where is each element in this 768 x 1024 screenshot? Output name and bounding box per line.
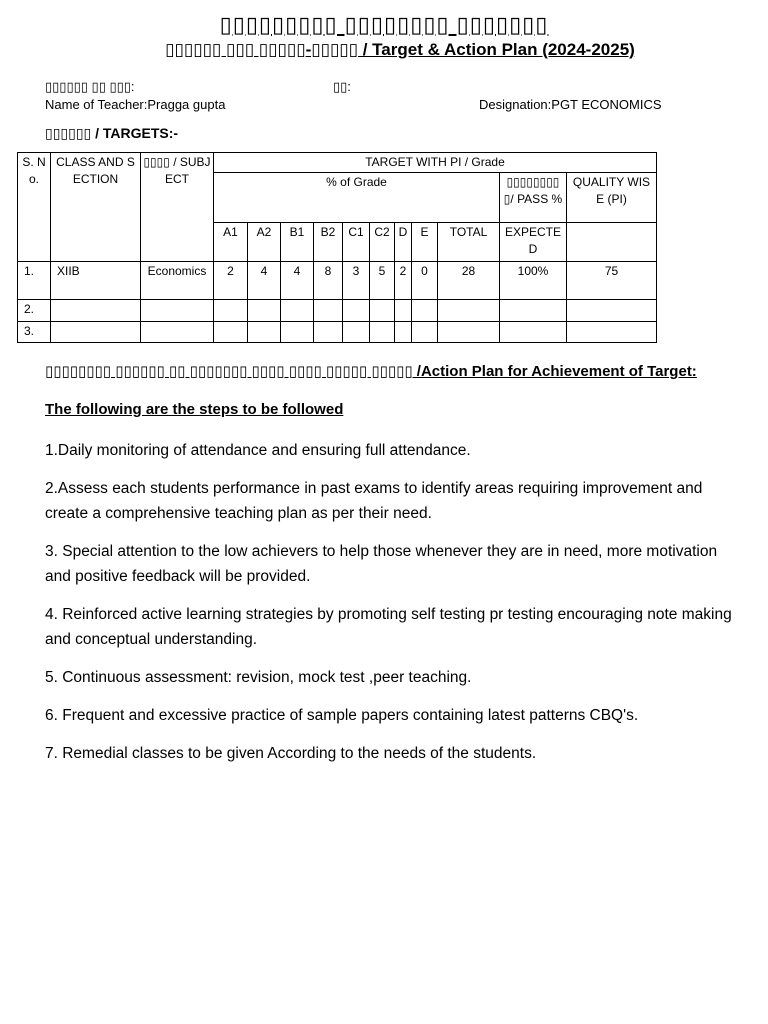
cell-grade-d: 2	[395, 262, 412, 300]
cell-grade-c1: 3	[343, 262, 370, 300]
header-class-section: CLASS AND SECTION	[51, 153, 141, 262]
cell-grade-e	[412, 322, 438, 343]
page-subtitle: ▯▯▯▯▯▯ ▯▯▯ ▯▯▯▯▯-▯▯▯▯▯ / Target & Action Plan (2024-2025)	[165, 40, 635, 59]
header-quality-blank	[567, 223, 657, 262]
targets-heading: ▯▯▯▯▯▯ / TARGETS:-	[45, 125, 179, 141]
cell-quality: 75	[567, 262, 657, 300]
cell-subject	[141, 300, 214, 322]
targets-table	[17, 152, 657, 343]
list-item: 6. Frequent and excessive practice of sample papers containing latest patterns CBQ's.	[45, 707, 639, 724]
header-pass: ▯▯▯▯▯▯▯▯▯/ PASS %	[500, 173, 567, 223]
cell-quality	[567, 322, 657, 343]
header-grade-total: TOTAL	[438, 223, 500, 262]
header-grade-group: % of Grade	[214, 173, 500, 223]
cell-grade-e	[412, 300, 438, 322]
cell-grade-c2: 5	[370, 262, 395, 300]
header-grade-b2: B2	[314, 223, 343, 262]
teacher-name: Name of Teacher:Pragga gupta	[45, 97, 226, 112]
teacher-name-label-hindi: ▯▯▯▯▯▯ ▯▯ ▯▯▯:	[45, 79, 135, 94]
table-row	[18, 300, 657, 322]
header-target-group: TARGET WITH PI / Grade	[214, 153, 657, 173]
steps-list	[45, 438, 745, 779]
cell-grade-c2	[370, 300, 395, 322]
cell-grade-b2	[314, 322, 343, 343]
cell-grade-a2	[248, 300, 281, 322]
list-item: 2.Assess each students performance in past exams to identify areas requiring improvement and create a comprehensive teaching plan as per their need.	[45, 480, 703, 522]
cell-grade-b1	[281, 300, 314, 322]
cell-pass	[500, 300, 567, 322]
cell-grade-c1	[343, 322, 370, 343]
cell-class	[51, 322, 141, 343]
cell-grade-c1	[343, 300, 370, 322]
cell-grade-d	[395, 322, 412, 343]
cell-grade-b1: 4	[281, 262, 314, 300]
cell-grade-a1	[214, 300, 248, 322]
header-expected: EXPECTED	[500, 223, 567, 262]
list-item: 1.Daily monitoring of attendance and ensuring full attendance.	[45, 442, 471, 459]
header-grade-a1: A1	[214, 223, 248, 262]
cell-grade-b1	[281, 322, 314, 343]
header-grade-b1: B1	[281, 223, 314, 262]
header-subject: ▯▯▯▯ / SUBJECT	[141, 153, 214, 262]
cell-grade-e: 0	[412, 262, 438, 300]
cell-grade-b2: 8	[314, 262, 343, 300]
cell-grade-a2	[248, 322, 281, 343]
cell-sno: 1.	[18, 262, 51, 300]
header-grade-a2: A2	[248, 223, 281, 262]
header-quality: QUALITY WISE (PI)	[567, 173, 657, 223]
cell-grade-total: 28	[438, 262, 500, 300]
list-item: 5. Continuous assessment: revision, mock test ,peer teaching.	[45, 669, 472, 686]
action-plan-heading: ▯▯▯▯▯▯▯▯ ▯▯▯▯▯▯ ▯▯ ▯▯▯▯▯▯▯ ▯▯▯▯ ▯▯▯▯ ▯▯▯▯▯ ▯▯▯▯▯ /Action Plan for Achievement of Target:	[45, 363, 697, 380]
cell-grade-total	[438, 322, 500, 343]
header-grade-d: D	[395, 223, 412, 262]
header-row-1	[18, 153, 657, 173]
cell-subject	[141, 322, 214, 343]
list-item: 7. Remedial classes to be given According to the needs of the students.	[45, 745, 537, 762]
cell-quality	[567, 300, 657, 322]
cell-grade-a2: 4	[248, 262, 281, 300]
cell-subject: Economics	[141, 262, 214, 300]
teacher-designation: Designation:PGT ECONOMICS	[479, 97, 662, 112]
cell-pass	[500, 322, 567, 343]
steps-heading: The following are the steps to be followed	[45, 401, 344, 418]
cell-grade-a1	[214, 322, 248, 343]
cell-grade-d	[395, 300, 412, 322]
list-item: 4. Reinforced active learning strategies by promoting self testing pr testing encouraging note making and conceptual understanding.	[45, 606, 732, 648]
header-sno: S. No.	[18, 153, 51, 262]
cell-sno: 2.	[18, 300, 51, 322]
cell-grade-b2	[314, 300, 343, 322]
header-grade-e: E	[412, 223, 438, 262]
page-title: ▯▯▯▯▯▯▯▯▯ ▯▯▯▯▯▯▯▯ ▯▯▯▯▯▯▯	[219, 12, 549, 37]
cell-pass: 100%	[500, 262, 567, 300]
cell-class	[51, 300, 141, 322]
table-row	[18, 322, 657, 343]
teacher-post-label-hindi: ▯▯:	[333, 79, 351, 94]
cell-grade-c2	[370, 322, 395, 343]
cell-grade-total	[438, 300, 500, 322]
header-grade-c2: C2	[370, 223, 395, 262]
list-item: 3. Special attention to the low achievers to help those whenever they are in need, more motivation and positive feedback will be provided.	[45, 543, 718, 585]
cell-sno: 3.	[18, 322, 51, 343]
cell-grade-a1: 2	[214, 262, 248, 300]
table-row	[18, 262, 657, 300]
header-grade-c1: C1	[343, 223, 370, 262]
cell-class: XIIB	[51, 262, 141, 300]
